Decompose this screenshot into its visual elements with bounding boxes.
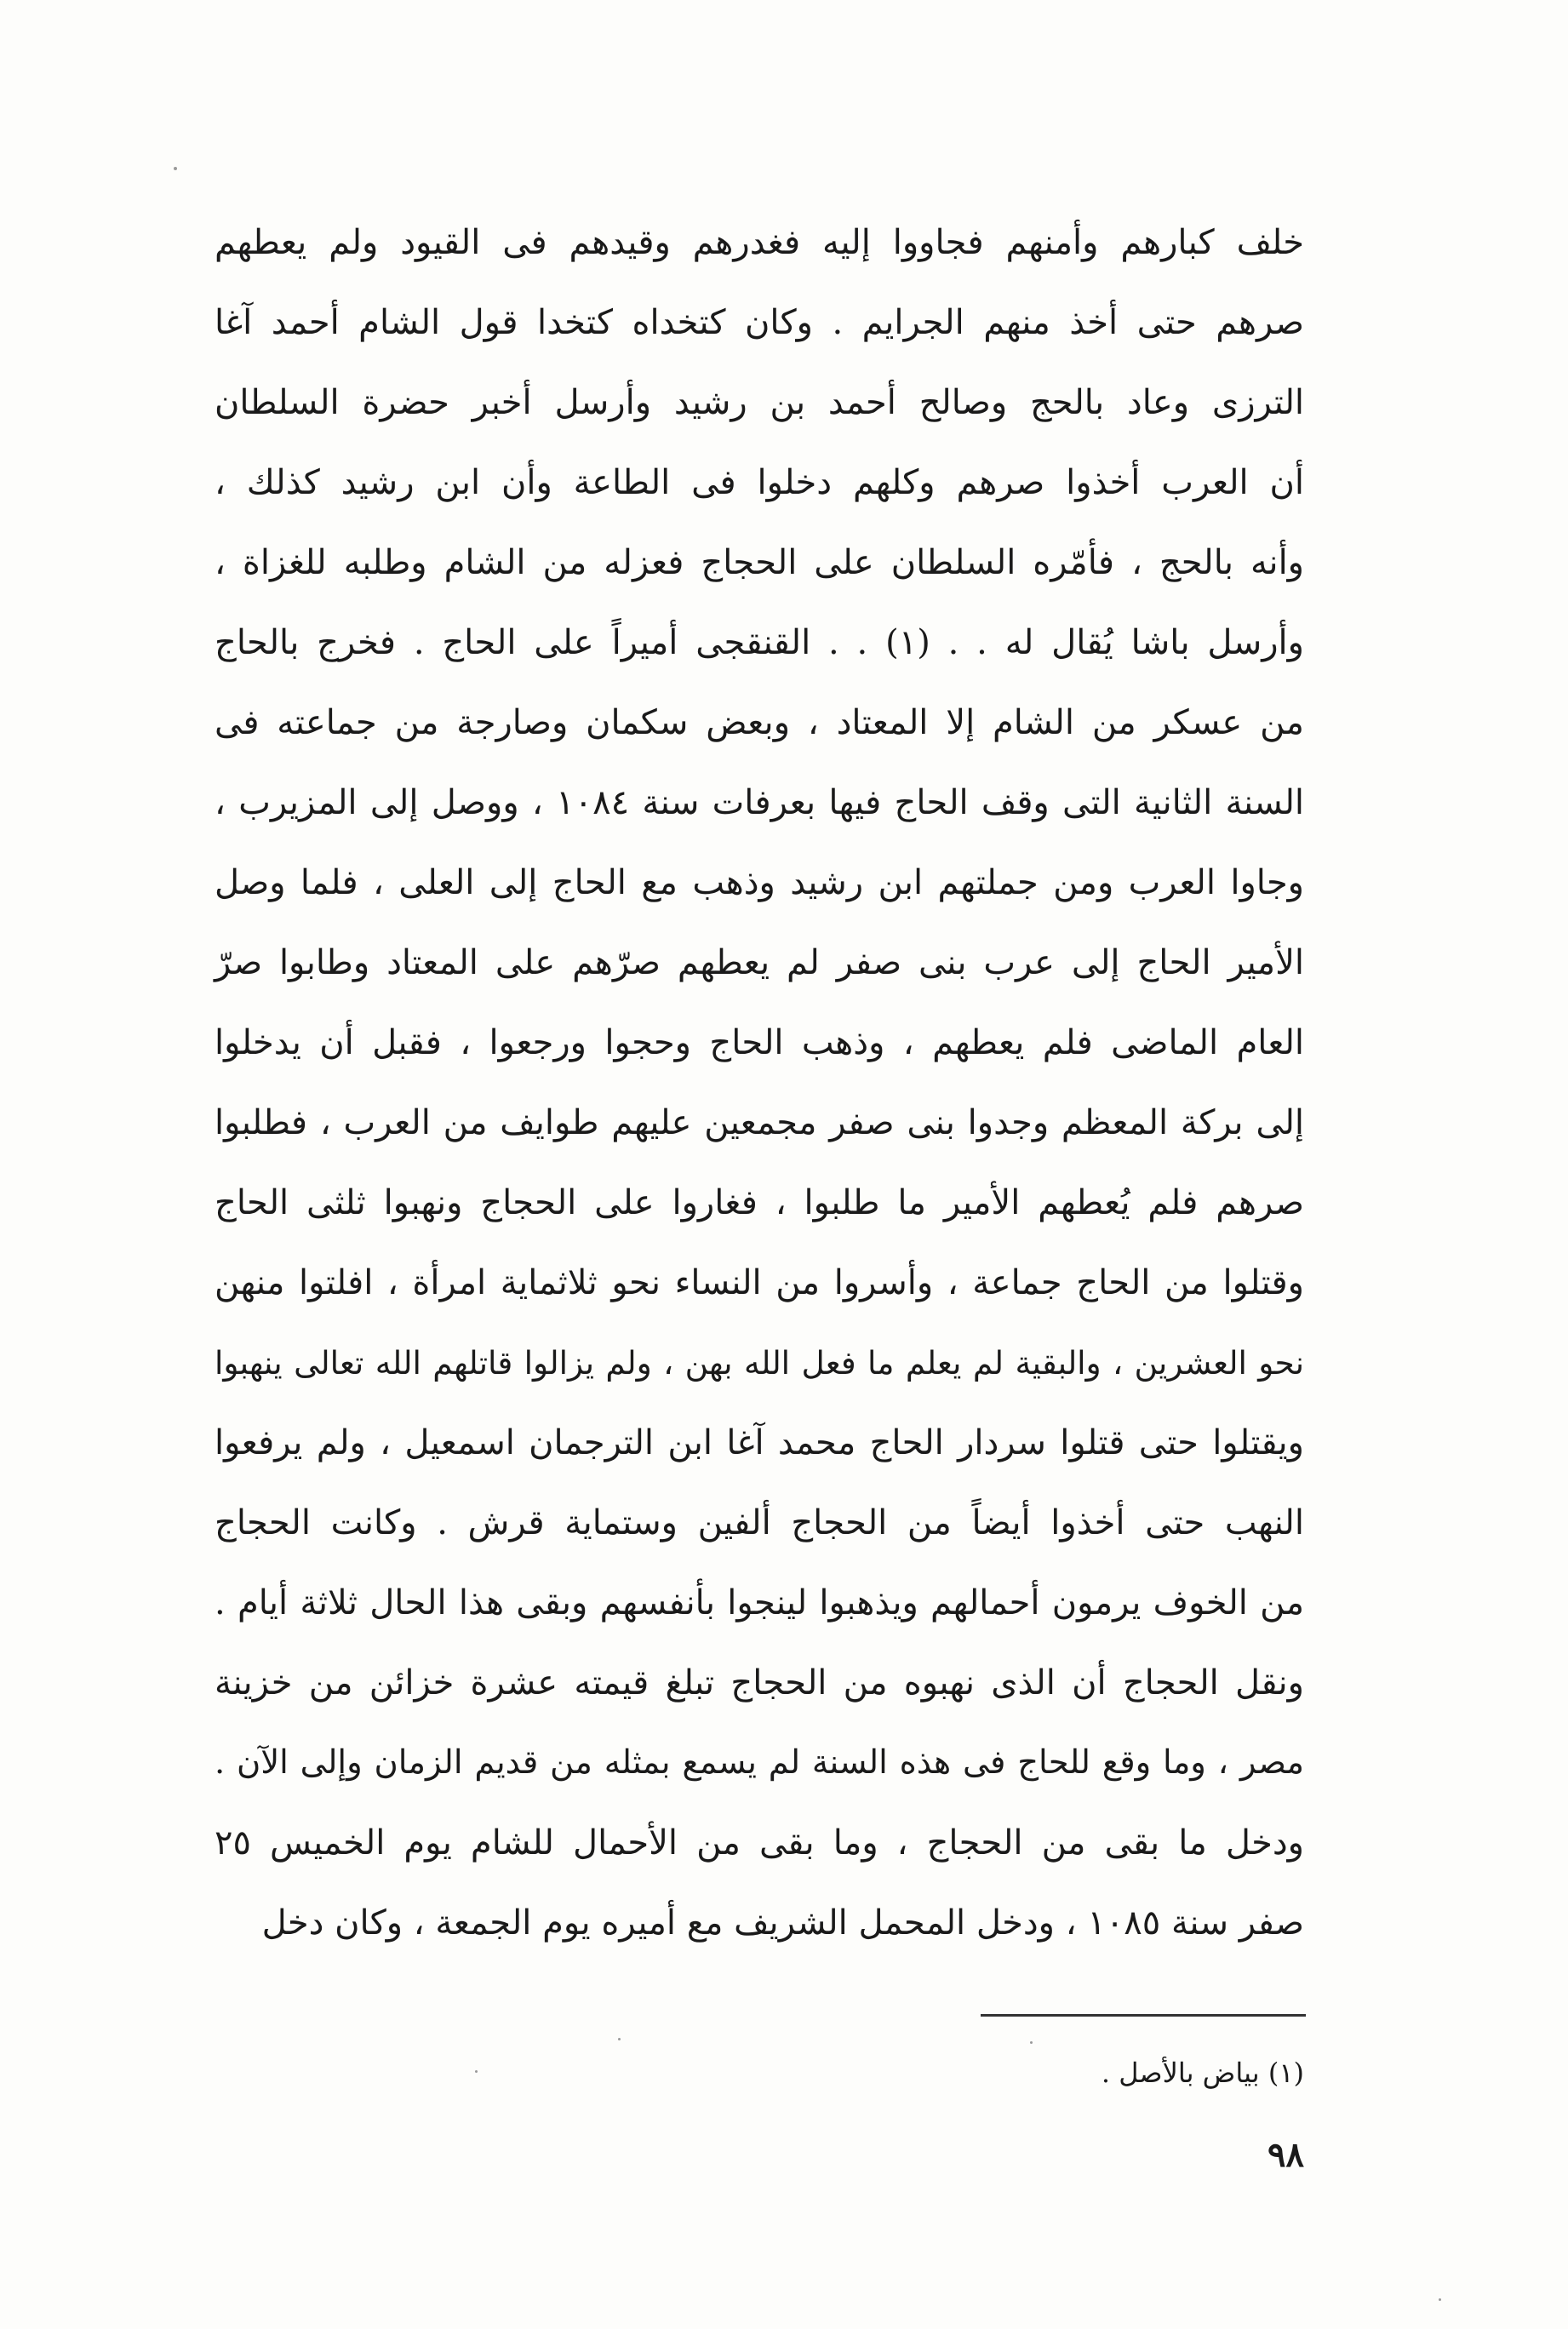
text-line: وأنه بالحج ، فأمّره السلطان على الحجاج فعزله من الشام وطلبه للغزاة ، <box>215 543 1304 582</box>
footnote: (١) بياض بالأصل . <box>1101 2057 1304 2089</box>
scan-speck <box>475 2070 478 2073</box>
text-line: وأرسل باشا يُقال له . . (١) . . القنقجى أميراً على الحاج . فخرج بالحاج <box>215 623 1304 662</box>
text-line: ويقتلوا حتى قتلوا سردار الحاج محمد آغا ابن الترجمان اسمعيل ، ولم يرفعوا <box>215 1423 1304 1462</box>
text-line: خلف كبارهم وأمنهم فجاووا إليه فغدرهم وقيدهم فى القيود ولم يعطهم <box>215 223 1304 262</box>
text-line: من عسكر من الشام إلا المعتاد ، وبعض سكمان وصارجة من جماعته فى <box>215 703 1304 742</box>
text-line: إلى بركة المعظم وجدوا بنى صفر مجمعين عليهم طوايف من العرب ، فطلبوا <box>215 1103 1304 1142</box>
page-number: ٩٨ <box>1268 2135 1304 2175</box>
text-line: صرهم حتى أخذ منهم الجرايم . وكان كتخداه كتخدا قول الشام أحمد آغا <box>215 303 1304 342</box>
text-line: نحو العشرين ، والبقية لم يعلم ما فعل الله بهن ، ولم يزالوا قاتلهم الله تعالى ينهبوا <box>215 1344 1304 1382</box>
text-line: صفر سنة ١٠٨٥ ، ودخل المحمل الشريف مع أميره يوم الجمعة ، وكان دخل <box>261 1903 1304 1943</box>
scan-speck <box>174 167 177 170</box>
text-line: وجاوا العرب ومن جملتهم ابن رشيد وذهب مع الحاج إلى العلى ، فلما وصل <box>215 863 1304 902</box>
text-line: ونقل الحجاج أن الذى نهبوه من الحجاج تبلغ قيمته عشرة خزائن من خزينة <box>215 1663 1304 1702</box>
text-line: أن العرب أخذوا صرهم وكلهم دخلوا فى الطاعة وأن ابن رشيد كذلك ، <box>215 463 1304 502</box>
text-line: النهب حتى أخذوا أيضاً من الحجاج ألفين وستماية قرش . وكانت الحجاج <box>215 1503 1304 1542</box>
main-text-block <box>215 203 1304 1963</box>
text-line: الترزى وعاد بالحج وصالح أحمد بن رشيد وأرسل أخبر حضرة السلطان <box>215 383 1304 422</box>
scan-speck <box>1439 2298 1441 2301</box>
text-line: مصر ، وما وقع للحاج فى هذه السنة لم يسمع بمثله من قديم الزمان وإلى الآن . <box>215 1743 1304 1782</box>
text-line: من الخوف يرمون أحمالهم ويذهبوا لينجوا بأنفسهم وبقى هذا الحال ثلاثة أيام . <box>215 1583 1304 1622</box>
text-line: ودخل ما بقى من الحجاج ، وما بقى من الأحمال للشام يوم الخميس ٢٥ <box>215 1823 1304 1863</box>
footnote-divider <box>981 2014 1306 2017</box>
scan-speck <box>618 2038 621 2040</box>
text-line: السنة الثانية التى وقف الحاج فيها بعرفات سنة ١٠٨٤ ، ووصل إلى المزيرب ، <box>215 783 1305 822</box>
text-line: الأمير الحاج إلى عرب بنى صفر لم يعطهم صرّهم على المعتاد وطابوا صرّ <box>215 943 1304 982</box>
text-line: العام الماضى فلم يعطهم ، وذهب الحاج وحجوا ورجعوا ، فقبل أن يدخلوا <box>215 1023 1304 1062</box>
text-line: صرهم فلم يُعطهم الأمير ما طلبوا ، فغاروا على الحجاج ونهبوا ثلثى الحاج <box>215 1183 1304 1222</box>
text-line: وقتلوا من الحاج جماعة ، وأسروا من النساء نحو ثلاثماية امرأة ، افلتوا منهن <box>215 1263 1304 1302</box>
scan-speck <box>1030 2041 1033 2044</box>
